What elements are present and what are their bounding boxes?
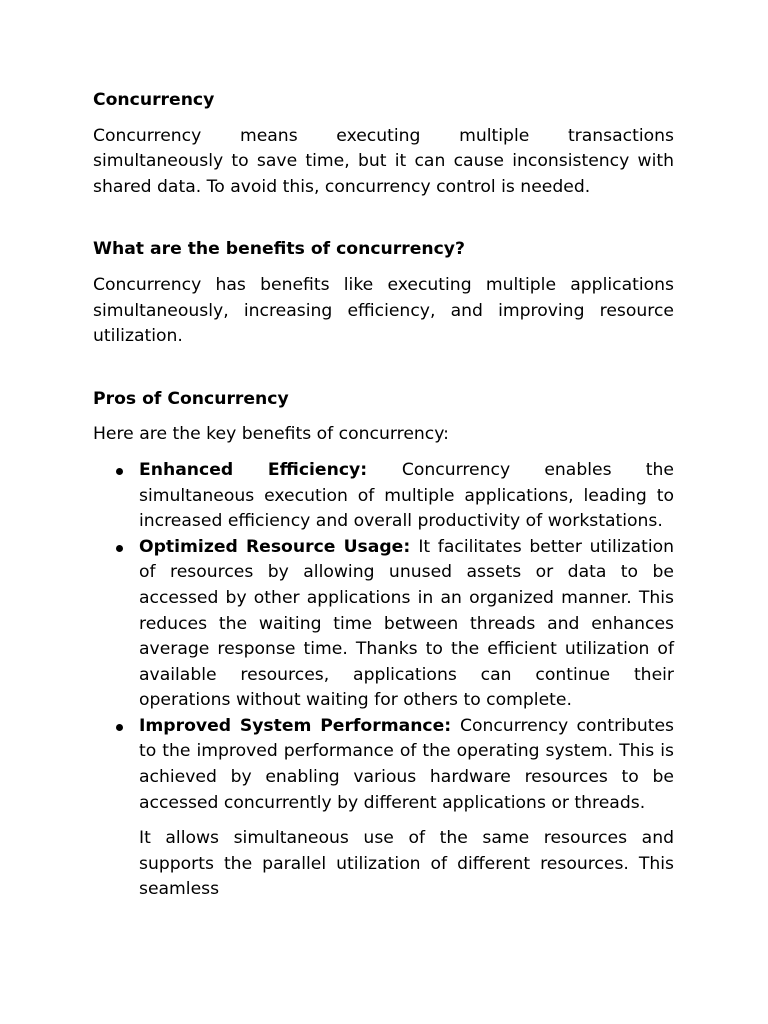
section-body-pros: Here are the key benefits of concurrency: xyxy=(93,424,449,445)
benefit-text: It facilitates better utilization of resources by allowing unused assets or data to be accessed by other applications in an organized manner. This reduces the waiting time between threads and enhances average response time. Thanks to the efficient utilization of available resources, applications can continue their operations without waiting for others to complete. xyxy=(139,536,675,711)
bullet-icon xyxy=(116,724,123,731)
section-body-concurrency: Concurrency means executing multiple transactions simultaneously to save time, but it can cause inconsistency with shared data. To avoid this, concurrency control is needed. xyxy=(93,125,674,197)
benefit-text: Concurrency enables the simultaneous execution of multiple applications, leading to increased efficiency and overall productivity of workstations. xyxy=(139,459,674,532)
list-item xyxy=(93,535,674,714)
benefit-title: Improved System Performance: xyxy=(139,715,460,736)
benefit-text: Concurrency contributes to the improved performance of the operating system. This is achieved by enabling various hardware resources to be accessed concurrently by different applications or threads. xyxy=(139,715,674,813)
bullet-icon xyxy=(116,468,123,475)
benefit-title: Enhanced Efficiency: xyxy=(139,459,402,480)
document-page xyxy=(93,88,674,903)
benefit-title: Optimized Resource Usage: xyxy=(139,536,419,557)
bullet-icon xyxy=(116,545,123,552)
list-item xyxy=(93,714,674,816)
section-heading-benefits: What are the benefits of concurrency? xyxy=(93,239,465,260)
section-body-benefits: Concurrency has benefits like executing multiple applications simultaneously, increasing efficiency, and improving resource utilization. xyxy=(93,274,674,347)
continuation-paragraph: It allows simultaneous use of the same resources and supports the parallel utilization of different resources. This seamless xyxy=(139,828,674,900)
section-heading-pros: Pros of Concurrency xyxy=(93,388,289,409)
section-heading-concurrency: Concurrency xyxy=(93,90,215,110)
list-item xyxy=(93,458,674,535)
benefits-list xyxy=(93,458,674,816)
